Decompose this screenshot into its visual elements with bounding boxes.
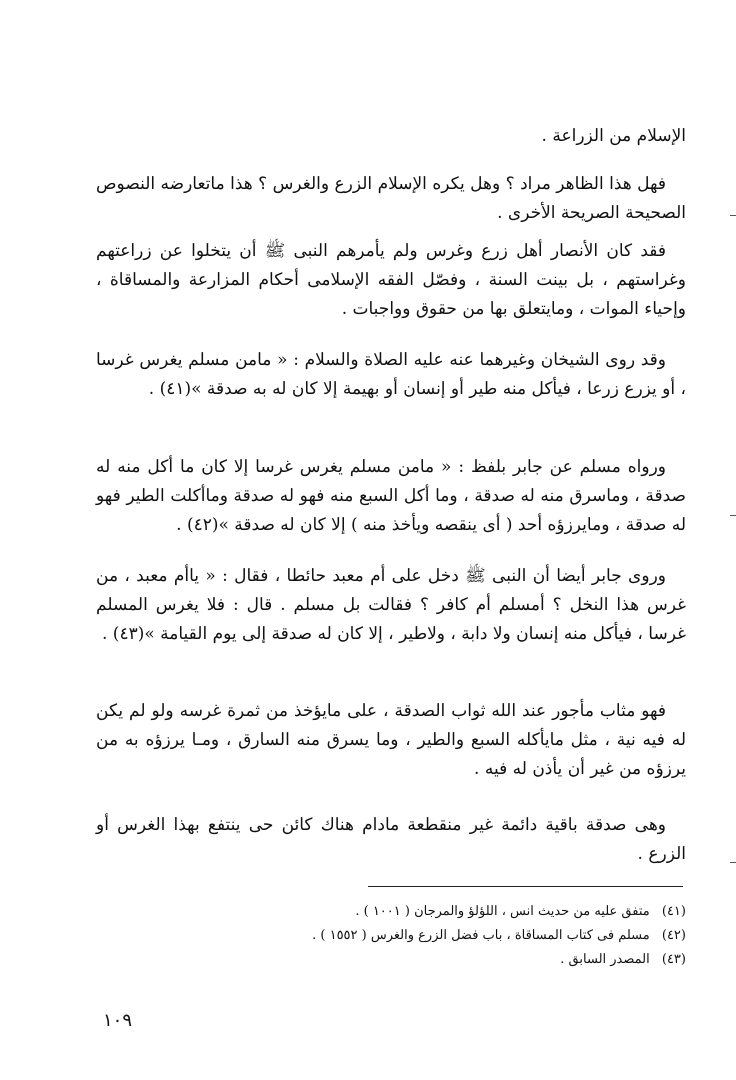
footnote-42: (٤٢) مسلم فى كتاب المساقاة ، باب فضل الزرع والغرس ( ١٥٥٢ ) . xyxy=(312,928,686,943)
paragraph-reward: فهو مثاب مأجور عند الله ثواب الصدقة ، على مايؤخذ من ثمرة غرسه ولو لم يكن له فيه نية ، مثل مايأكله السبع والطير ، وما يسرق منه السارق ، ومـا يرزؤه به من يرزؤه من غير أن يأذن له فيه . xyxy=(96,701,686,779)
footnote-41: (٤١) متفق عليه من حديث انس ، اللؤلؤ والمرجان ( ١٠٠١ ) . xyxy=(355,904,686,919)
edge-mark xyxy=(730,215,736,216)
paragraph-hadith-42: ورواه مسلم عن جابر بلفظ : « مامن مسلم يغرس غرسا إلا كان ما أكل منه له صدقة ، وماسرق منه له صدقة ، وما أكل السبع منه فهو له صدقة وماأكلت الطير فهو له صدقة ، ومايرزؤه أحد ( أى ينقصه ويأخذ منه ) إلا كان له صدقة »(٤٢) . xyxy=(96,457,686,535)
edge-mark xyxy=(730,515,736,516)
paragraph-ansar: فقد كان الأنصار أهل زرع وغرس ولم يأمرهم النبى ﷺ أن يتخلوا عن زراعتهم وغراستهم ، بل بينت السنة ، وفصّل الفقه الإسلامى أحكام المزارعة والمساقاة ، وإحياء الموات ، ومايتعلق بها من حقوق وواجبات . xyxy=(96,241,686,319)
page-number: ١٠٩ xyxy=(103,1010,133,1031)
paragraph-intro: الإسلام من الزراعة . xyxy=(541,126,686,146)
paragraph-hadith-43: وروى جابر أيضا أن النبى ﷺ دخل على أم معبد حائطا ، فقال : « ياأم معبد ، من غرس هذا النخل ؟ أمسلم أم كافر ؟ فقالت بل مسلم . قال : فلا يغرس المسلم غرسا ، فيأكل منه إنسان ولا دابة ، ولاطير ، إلا كان له صدقة إلى يوم القيامة »(٤٣) . xyxy=(96,566,686,644)
footnote-divider xyxy=(368,886,683,887)
paragraph-lasting-charity: وهى صدقة باقية دائمة غير منقطعة مادام هناك كائن حى ينتفع بهذا الغرس أو الزرع . xyxy=(96,815,686,864)
footnotes xyxy=(96,900,686,972)
paragraph-hadith-41: وقد روى الشيخان وغيرهما عنه عليه الصلاة والسلام : « مامن مسلم يغرس غرسا ، أو يزرع زرعا ، فيأكل منه طير أو إنسان أو بهيمة إلا كان له به صدقة »(٤١) . xyxy=(96,350,686,399)
footnote-43: (٤٣) المصدر السابق . xyxy=(560,952,686,967)
edge-mark xyxy=(730,862,736,863)
paragraph-question: فهل هذا الظاهر مراد ؟ وهل يكره الإسلام الزرع والغرس ؟ هذا ماتعارضه النصوص الصحيحة الصريحة الأخرى . xyxy=(96,174,686,223)
